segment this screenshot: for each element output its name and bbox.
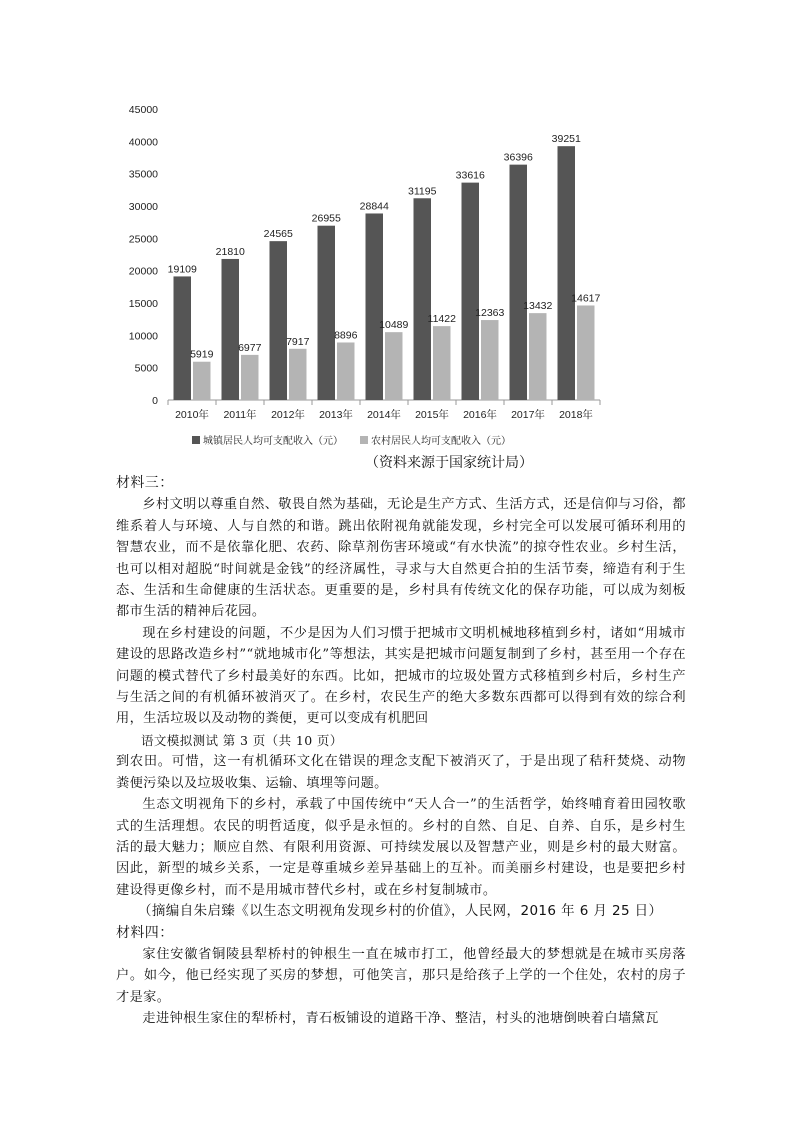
data-label: 7917 [286, 335, 310, 348]
y-tick-label: 10000 [128, 330, 158, 343]
data-label: 24565 [263, 228, 293, 241]
bar-urban [222, 259, 240, 400]
chart-source-note: （资料来源于国家统计局） [365, 455, 533, 471]
y-tick-label: 25000 [128, 233, 158, 246]
legend-label: 城镇居民人均可支配收入（元） [203, 436, 343, 447]
data-label: 26955 [311, 212, 341, 225]
x-tick-label: 2013年 [319, 409, 353, 421]
bar-urban [366, 213, 384, 400]
material-three-heading: 材料三： [116, 475, 174, 491]
x-tick-label: 2011年 [223, 409, 257, 421]
data-label: 12363 [475, 307, 505, 320]
chart-svg [112, 95, 612, 455]
material-four-heading: 材料四： [116, 924, 174, 941]
x-tick-label: 2012年 [271, 409, 305, 421]
bar-rural [433, 326, 451, 400]
x-tick-label: 2015年 [415, 409, 449, 421]
data-label: 31195 [408, 185, 437, 198]
legend-swatch-urban [192, 436, 200, 444]
bar-rural [193, 362, 211, 400]
legend-label: 农村居民人均可支配收入（元） [371, 436, 511, 447]
x-tick-label: 2018年 [559, 409, 593, 421]
paragraph-continuation: 到农田。可惜，这一有机循环文化在错误的理念支配下被消灭了，于是出现了秸秆焚烧、动物粪便污染以及垃圾收集、运输、填埋等问题。 [116, 754, 686, 791]
data-label: 36396 [503, 151, 533, 164]
data-label: 10489 [379, 319, 409, 332]
page-footer: 语文模拟测试 第 3 页（共 10 页） [141, 732, 343, 748]
x-tick-label: 2017年 [511, 409, 545, 421]
bar-rural [289, 349, 307, 400]
bar-urban [510, 165, 528, 400]
data-label: 33616 [455, 169, 485, 182]
y-tick-label: 5000 [134, 362, 158, 375]
bar-rural [337, 342, 355, 400]
income-bar-chart [112, 95, 612, 455]
y-tick-label: 15000 [128, 298, 158, 310]
y-tick-label: 0 [152, 395, 158, 407]
bar-rural [481, 320, 499, 400]
data-label: 19109 [167, 263, 197, 276]
x-tick-label: 2014年 [367, 409, 401, 421]
data-label: 39251 [551, 133, 581, 146]
bar-rural [385, 332, 403, 400]
bar-rural [241, 355, 259, 400]
y-tick-label: 40000 [128, 136, 158, 149]
y-tick-label: 20000 [128, 265, 158, 278]
citation: （摘编自朱启臻《以生态文明视角发现乡村的价值》，人民网，2016 年 6 月 25 日） [138, 903, 663, 920]
paragraph: 走进钟根生家住的犁桥村，青石板铺设的道路干净、整洁，村头的池塘倒映着白墙黛瓦 [142, 1011, 659, 1027]
bar-rural [529, 313, 547, 400]
bar-urban [174, 276, 192, 400]
bar-urban [414, 198, 432, 400]
x-tick-label: 2010年 [175, 409, 209, 421]
article-text [116, 473, 686, 1030]
legend-swatch-rural [360, 436, 368, 444]
bar-urban [318, 226, 336, 400]
paragraph: 生态文明视角下的乡村，承载了中国传统中“天人合一”的生活哲学，始终哺育着田园牧歌式的生活理想。农民的明哲适度，似乎是永恒的。乡村的自然、自足、自养、自乐，是乡村生活的最大魅力；顺应自然、有限利用资源、可持续发展以及智慧产业，则是乡村的最大财富。因此，新型的城乡关系，一定是尊重城乡差异基础上的互补。而美丽乡村建设，也是要把乡村建设得更像乡村，而不是用城市替代乡村，或在乡村复制城市。 [116, 797, 686, 898]
y-tick-label: 30000 [128, 201, 158, 213]
paragraph: 家住安徽省铜陵县犁桥村的钟根生一直在城市打工，他曾经最大的梦想就是在城市买房落户。如今，他已经实现了买房的梦想，可他笑言，那只是给孩子上学的一个住处，农村的房子才是家。 [116, 946, 686, 1005]
y-tick-label: 35000 [128, 168, 158, 181]
y-tick-label: 45000 [128, 104, 158, 116]
paragraph: 乡村文明以尊重自然、敬畏自然为基础，无论是生产方式、生活方式，还是信仰与习俗，都维系着人与环境、人与自然的和谐。跳出依附视角就能发现，乡村完全可以发展可循环利用的智慧农业，而不是依靠化肥、农药、除草剂伤害环境或“有水快流”的掠夺性农业。乡村生活，也可以相对超脱“时间就是金钱”的经济属性，寻求与大自然更合拍的生活节奏，缔造有利于生态、生活和生命健康的生活状态。更重要的是，乡村具有传统文化的保存功能，可以成为刻板都市生活的精神后花园。 [116, 497, 686, 620]
bar-urban [558, 146, 576, 400]
data-label: 11422 [427, 313, 456, 326]
data-label: 21810 [215, 245, 245, 258]
paragraph: 现在乡村建设的问题，不少是因为人们习惯于把城市文明机械地移植到乡村，诸如“用城市建设的思路改造乡村”“就地城市化”等想法，其实是把城市问题复制到了乡村，甚至用一个存在问题的模式替代了乡村最美好的东西。比如，把城市的垃圾处置方式移植到乡村后，乡村生产与生活之间的有机循环被消灭了。在乡村，农民生产的绝大多数东西都可以得到有效的综合利用，生活垃圾以及动物的粪便，更可以变成有机肥回 [116, 625, 686, 727]
data-label: 5919 [190, 348, 214, 361]
x-tick-label: 2016年 [463, 409, 497, 421]
data-label: 6977 [238, 341, 262, 354]
data-label: 14617 [571, 292, 601, 305]
bar-urban [462, 183, 480, 400]
data-label: 8896 [334, 329, 358, 342]
bar-urban [270, 241, 288, 400]
data-label: 13432 [523, 300, 553, 313]
data-label: 28844 [359, 200, 389, 213]
bar-rural [577, 305, 595, 400]
